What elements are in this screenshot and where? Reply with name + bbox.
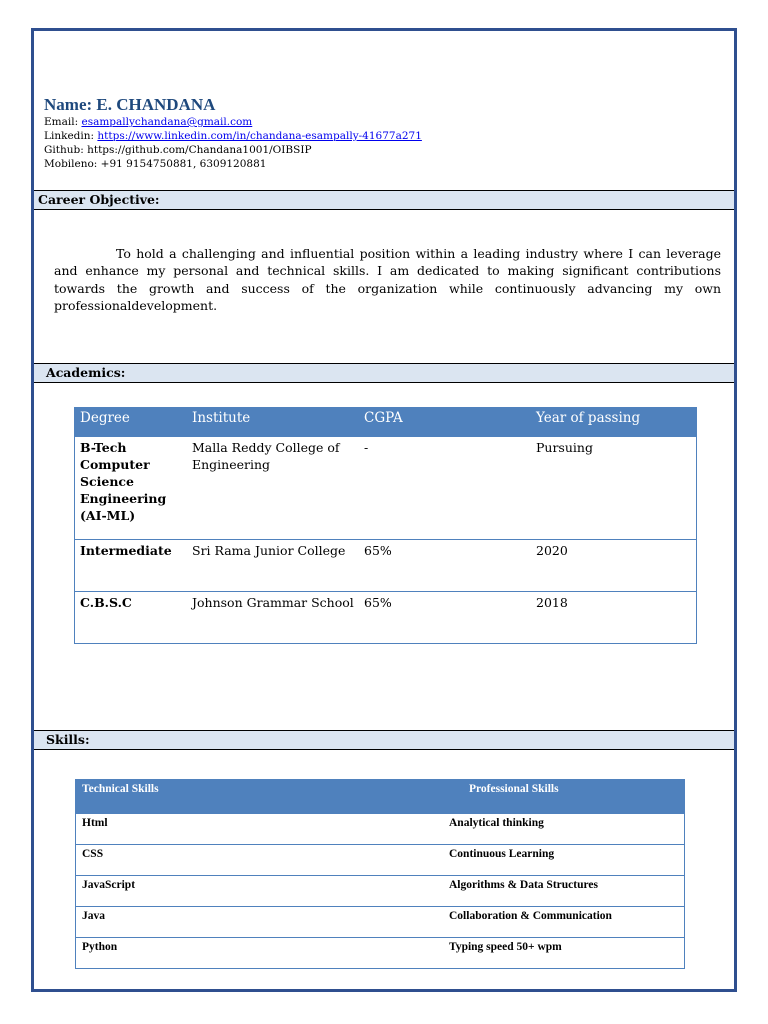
skills-table (75, 779, 685, 969)
header-institute: Institute (192, 410, 251, 426)
table-row (76, 844, 684, 875)
section-career-objective: Career Objective: (34, 190, 734, 210)
degree-cell: Intermediate (80, 543, 172, 558)
professional-skill: Typing speed 50+ wpm (449, 941, 562, 953)
year-cell: 2020 (536, 543, 568, 558)
technical-skill: Java (82, 910, 105, 922)
table-row (76, 875, 684, 906)
academics-table (74, 407, 697, 644)
table-row (75, 539, 696, 591)
header-year: Year of passing (536, 410, 641, 426)
linkedin-label: Linkedin: (44, 130, 98, 142)
year-cell: Pursuing (536, 440, 593, 455)
linkedin-line (44, 129, 422, 143)
table-row (76, 937, 684, 968)
email-link[interactable]: esampallychandana@gmail.com (81, 116, 253, 128)
degree-cell: B-Tech Computer Science Engineering (AI-ML) (80, 440, 167, 523)
institute-cell: Johnson Grammar School (192, 595, 354, 610)
table-row (75, 591, 696, 643)
table-row (75, 436, 696, 539)
institute-cell: Malla Reddy College of Engineering (192, 440, 340, 472)
header-degree: Degree (80, 410, 130, 426)
github-line: Github: https://github.com/Chandana1001/OIBSIP (44, 144, 312, 156)
technical-skill: Python (82, 941, 118, 953)
year-cell: 2018 (536, 595, 568, 610)
linkedin-link[interactable]: https://www.linkedin.com/in/chandana-esampally-41677a271 (97, 130, 422, 142)
academics-header-row (75, 407, 696, 436)
cgpa-cell: - (364, 440, 369, 455)
candidate-name: Name: E. CHANDANA (44, 95, 216, 114)
degree-cell: C.B.S.C (80, 595, 132, 610)
technical-skill: JavaScript (82, 879, 136, 891)
career-objective-text: To hold a challenging and influential position within a leading industry where I can leverage and enhance my personal and technical skills. I am dedicated to making significant contributions towards the growth and success of the organization while continuously advancing my own professionaldevelopment. (54, 246, 721, 313)
institute-cell: Sri Rama Junior College (192, 543, 346, 558)
header-cgpa: CGPA (364, 410, 403, 426)
email-line (44, 115, 252, 129)
skills-header-row (76, 779, 684, 813)
professional-skill: Collaboration & Communication (449, 910, 612, 922)
section-academics: Academics: (34, 363, 734, 383)
email-label: Email: (44, 116, 82, 128)
cgpa-cell: 65% (364, 595, 392, 610)
professional-skill: Analytical thinking (449, 817, 544, 829)
professional-skill: Continuous Learning (449, 848, 555, 860)
table-row (76, 906, 684, 937)
mobile-line: Mobileno: +91 9154750881, 6309120881 (44, 158, 267, 170)
header-professional-skills: Professional Skills (469, 783, 559, 795)
section-skills: Skills: (34, 730, 734, 750)
technical-skill: CSS (82, 848, 104, 860)
technical-skill: Html (82, 817, 108, 829)
table-row (76, 813, 684, 844)
header-technical-skills: Technical Skills (82, 783, 159, 795)
professional-skill: Algorithms & Data Structures (449, 879, 598, 891)
cgpa-cell: 65% (364, 543, 392, 558)
